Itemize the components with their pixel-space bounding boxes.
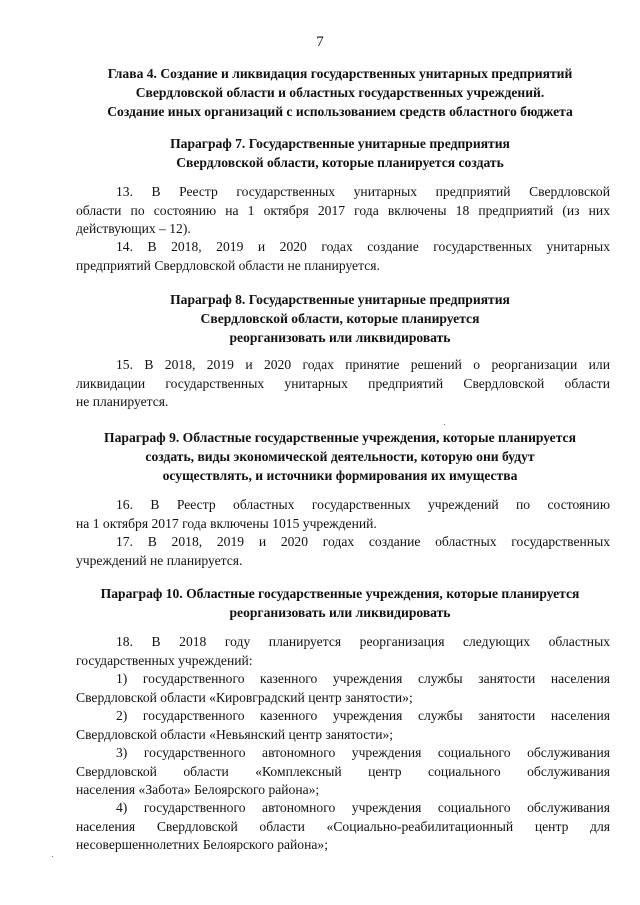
paragraph-8-heading bbox=[70, 290, 610, 347]
text-line: 2) государственного казенного учреждения службы занятости населения bbox=[116, 708, 610, 723]
text-line: Свердловской области «Комплексный центр социального обслуживания bbox=[76, 763, 610, 779]
text-line: области по состоянию на 1 октября 2017 года включены 18 предприятий (из них bbox=[76, 202, 610, 218]
text-line: Свердловской области «Кировградский центр занятости»; bbox=[76, 689, 413, 705]
heading-line: Параграф 10. Областные государственные учреждения, которые планируется bbox=[100, 586, 580, 601]
item-13 bbox=[76, 183, 610, 239]
heading-line: Свердловской области, которые планируется создать bbox=[176, 155, 504, 170]
paragraph-9-heading bbox=[70, 428, 610, 485]
chapter-heading-line: Глава 4. Создание и ликвидация государственных унитарных предприятий bbox=[107, 66, 573, 81]
paragraph-10-heading bbox=[70, 584, 610, 622]
text-line: не планируется. bbox=[76, 394, 169, 409]
text-line: государственных учреждений: bbox=[76, 652, 253, 668]
text-line: 3) государственного автономного учреждения социального обслуживания bbox=[116, 745, 610, 760]
text-line: Свердловской области «Невьянский центр занятости»; bbox=[76, 726, 394, 742]
item-16 bbox=[76, 496, 610, 533]
sub-item-1 bbox=[76, 670, 610, 707]
sub-item-3 bbox=[76, 744, 610, 800]
text-line: 17. В 2018, 2019 и 2020 годах создание областных государственных bbox=[116, 534, 610, 549]
text-line: 13. В Реестр государственных унитарных предприятий Свердловской bbox=[116, 184, 610, 199]
scan-speck bbox=[52, 856, 53, 857]
text-line: 18. В 2018 году планируется реорганизация следующих областных bbox=[116, 634, 610, 649]
heading-line: Свердловской области, которые планируется bbox=[200, 311, 480, 326]
heading-line: реорганизовать или ликвидировать bbox=[229, 330, 451, 345]
item-15 bbox=[76, 356, 610, 412]
paragraph-7-heading bbox=[70, 134, 610, 172]
heading-line: реорганизовать или ликвидировать bbox=[229, 605, 451, 620]
heading-line: создать, виды экономической деятельности, которую они будут bbox=[145, 449, 535, 464]
item-18 bbox=[76, 633, 610, 670]
page-number: 7 bbox=[316, 34, 324, 50]
item-17 bbox=[76, 533, 610, 570]
chapter-heading-line: Свердловской области и областных государственных учреждений. bbox=[135, 85, 545, 100]
heading-line: осуществлять, и источники формирования их имущества bbox=[162, 468, 518, 483]
heading-line: Параграф 7. Государственные унитарные предприятия bbox=[170, 136, 510, 151]
sub-item-4 bbox=[76, 799, 610, 855]
text-line: действующих – 12). bbox=[76, 221, 191, 236]
text-line: 16. В Реестр областных государственных учреждений по состоянию bbox=[116, 497, 610, 512]
heading-line: Параграф 8. Государственные унитарные предприятия bbox=[170, 292, 510, 307]
text-line: населения Свердловской области «Социально-реабилитационный центр для bbox=[76, 818, 610, 834]
text-line: на 1 октября 2017 года включены 1015 учреждений. bbox=[76, 515, 377, 531]
text-line: учреждений не планируется. bbox=[76, 552, 243, 568]
text-line: 1) государственного казенного учреждения службы занятости населения bbox=[116, 671, 610, 686]
item-14 bbox=[76, 238, 610, 275]
sub-item-2 bbox=[76, 707, 610, 744]
text-line: предприятий Свердловской области не планируется. bbox=[76, 257, 380, 273]
text-line: населения «Забота» Белоярского района»; bbox=[76, 782, 320, 797]
text-line: ликвидации государственных унитарных предприятий Свердловской области bbox=[76, 375, 610, 391]
text-line: 4) государственного автономного учреждения социального обслуживания bbox=[116, 800, 610, 815]
chapter-heading-line: Создание иных организаций с использованием средств областного бюджета bbox=[107, 104, 573, 119]
text-line: несовершеннолетних Белоярского района»; bbox=[76, 837, 328, 852]
heading-line: Параграф 9. Областные государственные учреждения, которые планируется bbox=[104, 430, 576, 445]
text-line: 14. В 2018, 2019 и 2020 годах создание государственных унитарных bbox=[116, 239, 610, 254]
text-line: 15. В 2018, 2019 и 2020 годах принятие решений о реорганизации или bbox=[116, 357, 610, 372]
chapter-heading bbox=[70, 64, 610, 121]
scan-speck bbox=[444, 424, 445, 425]
